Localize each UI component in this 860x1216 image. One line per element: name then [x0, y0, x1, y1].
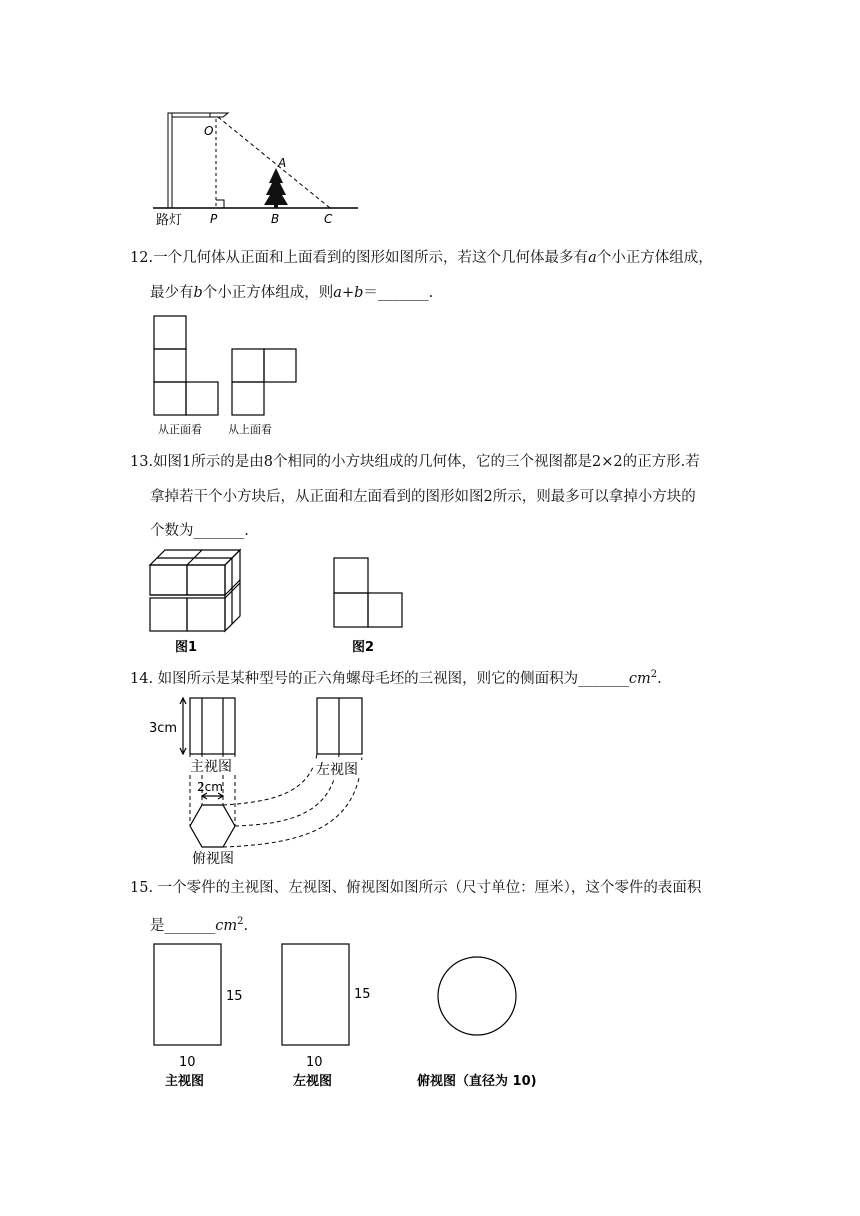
q15-text: 是_______ [150, 917, 216, 934]
q14-end: . [657, 670, 662, 687]
unit-cm: cm [628, 670, 651, 687]
q12-text: 个小正方体组成， [596, 250, 713, 266]
q15-end: . [243, 917, 249, 934]
unit-sup: 2 [650, 669, 658, 680]
caption-top-view: 俯视图（直径为 10) [417, 1074, 537, 1089]
lamp-label: 路灯 [156, 213, 183, 228]
point-O-label: O [204, 124, 214, 138]
q13-line1 [130, 452, 700, 472]
caption-fig1: 图1 [175, 640, 198, 655]
point-C-label: C [324, 212, 333, 226]
q15-line2 [150, 912, 248, 936]
street-lamp-figure [148, 105, 360, 230]
q12-text: 一个几何体从正面和上面看到的图形如图所示，若这个几何体最多有 [153, 250, 589, 266]
q12-line1 [130, 248, 713, 268]
left-width-label: 10 [306, 1055, 323, 1070]
var-b: b [193, 285, 203, 301]
caption-left-view: 左视图 [316, 762, 358, 778]
width-2cm-label: 2cm [197, 780, 223, 794]
q13-line2 [150, 487, 696, 507]
caption-front-view: 从正面看 [158, 423, 202, 436]
q13-text: 如图1所示的是由8个相同的小方块组成的几何体，它的三个视图都是2×2的正方形.若 [153, 454, 700, 470]
q14-number: 14. [130, 670, 154, 687]
q13-number: 13. [130, 454, 154, 470]
q12-number: 12. [130, 250, 154, 266]
unit-sup: 2 [237, 916, 244, 927]
q13-cube-figure [145, 538, 245, 656]
front-width-label: 10 [179, 1055, 196, 1070]
q12-text: 最少有 [150, 285, 194, 301]
q13-text: 个数为_______. [150, 523, 249, 539]
caption-fig2: 图2 [352, 640, 375, 655]
left-height-label: 15 [354, 987, 371, 1002]
q12-views-figure [150, 312, 305, 440]
q14-text: 如图所示是某种型号的正六角螺母毛坯的三视图，则它的侧面积为_______ [157, 670, 629, 687]
unit-cm: cm [215, 917, 238, 934]
q14-nut-views-figure [145, 692, 375, 867]
q12-blank: ＝_______. [363, 285, 434, 301]
point-B-label: B [271, 212, 280, 226]
q15-part-views-figure [145, 940, 565, 1095]
q15-text: 一个零件的主视图、左视图、俯视图如图所示（尺寸单位：厘米），这个零件的表面积 [157, 880, 702, 896]
caption-front-view: 主视图 [190, 759, 232, 775]
expr-a-plus-b: a+b [333, 285, 364, 301]
q12-text: 个小正方体组成，则 [202, 285, 334, 301]
q13-fig2 [330, 556, 410, 656]
caption-left-view: 左视图 [293, 1074, 333, 1089]
q15-number: 15. [130, 880, 154, 896]
caption-top-view: 俯视图 [192, 851, 234, 867]
q14-line [130, 665, 662, 689]
q15-line1 [130, 878, 701, 898]
point-A-label: A [278, 156, 287, 170]
var-a: a [588, 250, 597, 266]
caption-front-view: 主视图 [165, 1074, 205, 1089]
caption-top-view: 从上面看 [228, 423, 272, 436]
height-3cm-label: 3cm [149, 721, 178, 736]
front-height-label: 15 [226, 989, 243, 1004]
point-P-label: P [210, 212, 218, 226]
q13-text: 拿掉若干个小方块后，从正面和左面看到的图形如图2所示，则最多可以拿掉小方块的 [150, 489, 696, 505]
q12-line2 [150, 283, 433, 303]
